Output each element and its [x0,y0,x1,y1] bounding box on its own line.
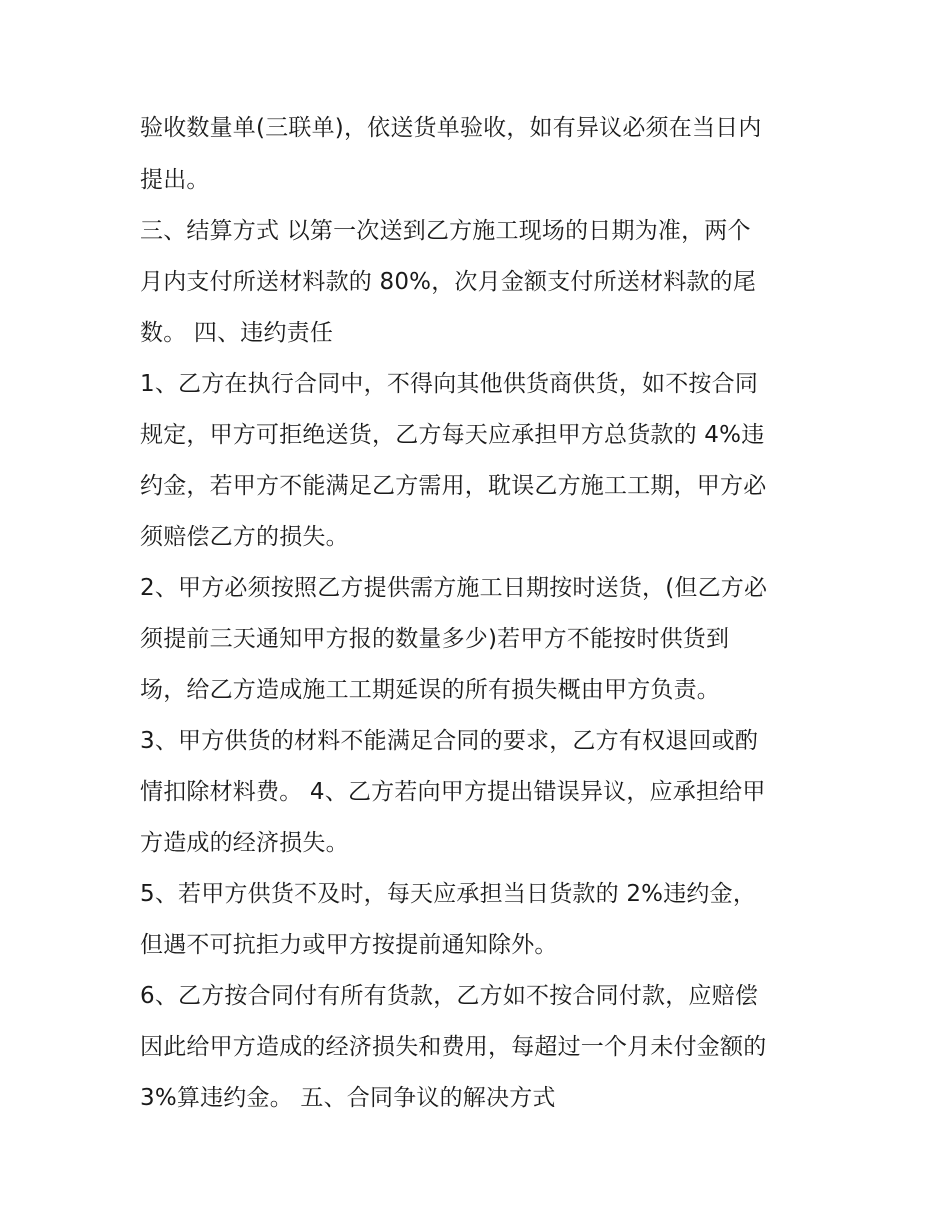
text-line: 场，给乙方造成施工工期延误的所有损失概由甲方负责。 [140,677,720,703]
text-line: 1、乙方在执行合同中，不得向其他供货商供货，如不按合同 [140,371,759,397]
text-line: 6、乙方按合同付有所有货款，乙方如不按合同付款，应赔偿 [140,983,759,1009]
text-line: 约金，若甲方不能满足乙方需用，耽误乙方施工工期，甲方必 [140,473,767,499]
text-line: 三、结算方式 以第一次送到乙方施工现场的日期为准，两个 [140,218,751,244]
text-line: 5、若甲方供货不及时，每天应承担当日货款的 2%违约金， [140,881,757,907]
text-line: 3、甲方供货的材料不能满足合同的要求，乙方有权退回或酌 [140,728,759,754]
text-line: 情扣除材料费。 4、乙方若向甲方提出错误异议，应承担给甲 [140,779,766,805]
text-line: 须赔偿乙方的损失。 [140,524,349,550]
text-line: 3%算违约金。 五、合同争议的解决方式 [140,1085,556,1111]
text-line: 月内支付所送材料款的 80%，次月金额支付所送材料款的尾 [140,269,757,295]
text-line: 提出。 [140,167,210,193]
text-line: 因此给甲方造成的经济损失和费用，每超过一个月未付金额的 [140,1034,767,1060]
text-line: 验收数量单(三联单)，依送货单验收，如有异议必须在当日内 [140,115,762,141]
text-line: 须提前三天通知甲方报的数量多少)若甲方不能按时供货到 [140,626,730,652]
text-line: 方造成的经济损失。 [140,830,349,856]
text-line: 但遇不可抗拒力或甲方按提前通知除外。 [140,932,558,958]
text-line: 数。 四、违约责任 [140,320,334,346]
text-line: 2、甲方必须按照乙方提供需方施工日期按时送货，(但乙方必 [140,575,768,601]
text-line: 规定，甲方可拒绝送货，乙方每天应承担甲方总货款的 4%违 [140,422,765,448]
